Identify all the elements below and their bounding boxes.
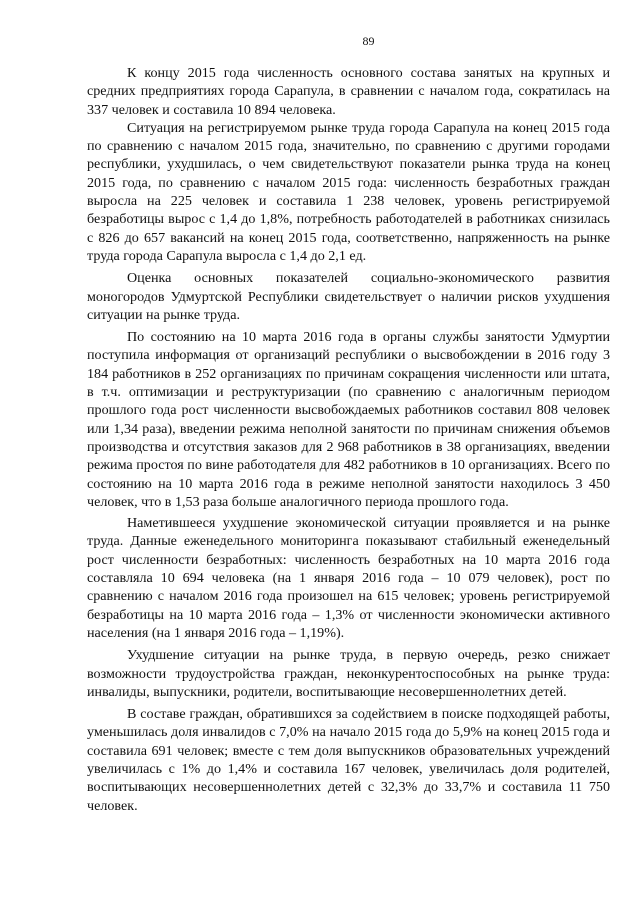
paragraph-applicants-composition: В составе граждан, обратившихся за содействием в поиске подходящей работы, уменьшилась доля инвалидов с 7,0% на начало 2015 года до 5,9% на конец 2015 года и составила 691 человек; вместе с тем доля выпускников образовательных учреждений увеличилась с 1% до 1,4% и составила 167 человек, увеличилась доля родителей, воспитывающих несовершеннолетних детей с 32,3% до 33,7% и составила 11 750 человек. xyxy=(87,706,610,814)
paragraph-vulnerable-groups: Ухудшение ситуации на рынке труда, в первую очередь, резко снижает возможности трудоустройства граждан, неконкурентоспособных на рынке труда: инвалиды, выпускники, родители, воспитывающие несовершеннолетних детей. xyxy=(87,647,610,700)
paragraph-unemployment-monitoring: Наметившееся ухудшение экономической ситуации проявляется и на рынке труда. Данные еженедельного мониторинга показывают стабильный еженедельный рост численности безработных: численность безработных на 10 марта 2016 года составляла 10 694 человека (на 1 января 2016 года – 10 079 человек), рост по сравнению с началом 2016 года произошел на 615 человек; уровень регистрируемой безработицы на 10 марта 2016 года – 1,3% от численности экономически активного населения (на 1 января 2016 года – 1,19%). xyxy=(87,515,610,641)
paragraph-workforce-decline: К концу 2015 года численность основного состава занятых на крупных и средних предприятиях города Сарапула, в сравнении с началом года, сократилась на 337 человек и составила 10 894 человека. xyxy=(87,65,610,118)
paragraph-labor-market-sarapul: Ситуация на регистрируемом рынке труда города Сарапула на конец 2015 года по сравнению с началом 2015 года, значительно, по сравнению с другими городами республики, ухудшилась, о чем свидетельствуют показатели рынка труда на конец 2015 года, по сравнению с началом 2015 года: численность безработных граждан выросла на 225 человек и составила 1 238 человек, уровень регистрируемой безработицы вырос с 1,4 до 1,8%, потребность работодателей в работниках снизилась с 826 до 657 вакансий на конец 2015 года, соответственно, напряженность на рынке труда города Сарапула выросла с 1,4 до 2,1 ед. xyxy=(87,119,610,264)
page-number: 89 xyxy=(362,34,375,48)
paragraph-monotowns-risks: Оценка основных показателей социально-экономического развития моногородов Удмуртской Республики свидетельствует о наличии рисков ухудшения ситуации на рынке труда. xyxy=(87,270,610,323)
paragraph-layoffs-march-2016: По состоянию на 10 марта 2016 года в органы службы занятости Удмуртии поступила информация от организаций республики о высвобождении в 2016 году 3 184 работников в 252 организациях по причинам сокращения численности или штата, в т.ч. оптимизации и реструктуризации (по сравнению с аналогичным периодом прошлого года рост численности высвобождаемых работников составил 808 человек или 1,34 раза), введении режима неполной занятости по причинам снижения объемов производства и отсутствия заказов для 2 968 работников в 38 организациях, введении режима простоя по вине работодателя для 482 работников в 10 организациях. Всего по состоянию на 10 марта 2016 года в режиме неполной занятости находилось 3 450 человек, что в 1,53 раза больше аналогичного периода прошлого года. xyxy=(87,329,610,510)
